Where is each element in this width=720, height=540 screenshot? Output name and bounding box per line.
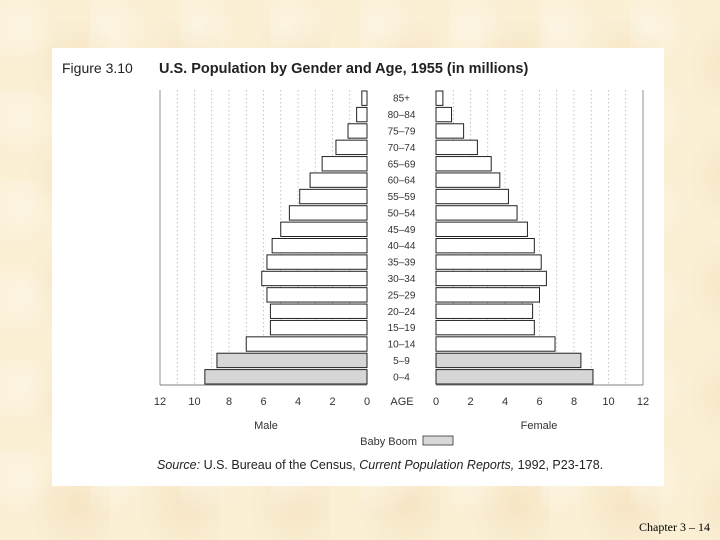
bar-female	[436, 157, 491, 171]
bar-female	[436, 124, 464, 138]
age-label: 65–69	[387, 159, 416, 171]
axis-label-age: AGE	[390, 396, 414, 408]
bar-male	[205, 370, 367, 384]
bar-female	[436, 271, 546, 285]
age-labels	[388, 94, 416, 384]
bar-male	[300, 189, 367, 203]
bar-female	[436, 91, 443, 105]
x-tick-left: 2	[329, 396, 336, 408]
slide-footer: Chapter 3 – 14	[639, 520, 710, 534]
bar-female	[436, 173, 500, 187]
bar-male	[348, 124, 367, 138]
x-tick-right: 8	[570, 396, 578, 408]
bar-male	[272, 239, 367, 253]
bar-male	[336, 140, 367, 154]
bar-female	[436, 304, 533, 318]
x-label-female: Female	[520, 420, 558, 432]
bar-female	[436, 353, 581, 367]
x-tick-left: 10	[188, 396, 201, 408]
bar-male	[362, 91, 367, 105]
bar-male	[289, 206, 367, 220]
x-tick-left: 0	[363, 396, 371, 408]
age-label: 50–54	[387, 208, 416, 220]
age-label: 15–19	[387, 323, 416, 335]
age-label: 10–14	[387, 339, 416, 351]
bar-male	[281, 222, 367, 236]
x-tick-left: 8	[225, 396, 233, 408]
bar-female	[436, 288, 540, 302]
bar-male	[270, 320, 367, 334]
bar-male	[357, 107, 367, 121]
x-tick-right: 12	[636, 396, 650, 408]
bar-female	[436, 206, 517, 220]
x-tick-right: 10	[602, 396, 615, 408]
age-label: 35–39	[387, 257, 416, 269]
bar-female	[436, 140, 477, 154]
bar-female	[436, 107, 452, 121]
age-label: 55–59	[387, 192, 416, 204]
x-tick-right: 2	[467, 396, 474, 408]
x-tick-left: 6	[260, 396, 267, 408]
bar-male	[322, 157, 367, 171]
x-tick-left: 4	[294, 396, 302, 408]
source-label: Source:	[157, 458, 201, 472]
bar-male	[246, 337, 367, 351]
figure-panel	[52, 48, 664, 486]
bar-female	[436, 189, 508, 203]
bar-female	[436, 222, 527, 236]
source-tail: 1992, P23-178.	[517, 458, 604, 472]
bar-female	[436, 255, 541, 269]
age-label: 20–24	[387, 306, 416, 318]
source-text: U.S. Bureau of the Census,	[203, 458, 356, 472]
age-label: 40–44	[387, 241, 416, 253]
x-tick-right: 4	[501, 396, 509, 408]
age-label: 25–29	[387, 290, 416, 302]
age-label: 75–79	[387, 126, 416, 138]
legend-label-baby-boom: Baby Boom	[360, 436, 417, 448]
bar-male	[267, 288, 367, 302]
age-label: 85+	[393, 93, 410, 105]
source-note	[157, 458, 603, 472]
age-label: 60–64	[387, 175, 416, 187]
age-label: 45–49	[387, 224, 416, 236]
bar-female	[436, 337, 555, 351]
age-label: 70–74	[387, 142, 416, 154]
source-italic: Current Population Reports,	[359, 458, 515, 472]
x-label-male: Male	[254, 420, 278, 432]
age-label: 0–4	[393, 372, 410, 384]
chart-title: U.S. Population by Gender and Age, 1955 (in millions)	[159, 61, 529, 77]
bar-male	[310, 173, 367, 187]
age-label: 30–34	[387, 273, 416, 285]
bar-female	[436, 239, 534, 253]
x-tick-left: 12	[153, 396, 167, 408]
bar-male	[267, 255, 367, 269]
figure-number: Figure 3.10	[62, 60, 133, 76]
bar-male	[217, 353, 367, 367]
bar-female	[436, 370, 593, 384]
bar-female	[436, 320, 534, 334]
age-label: 5–9	[393, 355, 410, 367]
population-pyramid-chart	[52, 48, 664, 486]
legend-swatch-baby-boom	[423, 436, 453, 445]
age-label: 80–84	[387, 110, 416, 122]
x-tick-right: 6	[536, 396, 543, 408]
bar-male	[262, 271, 367, 285]
bar-male	[270, 304, 367, 318]
x-tick-right: 0	[432, 396, 440, 408]
